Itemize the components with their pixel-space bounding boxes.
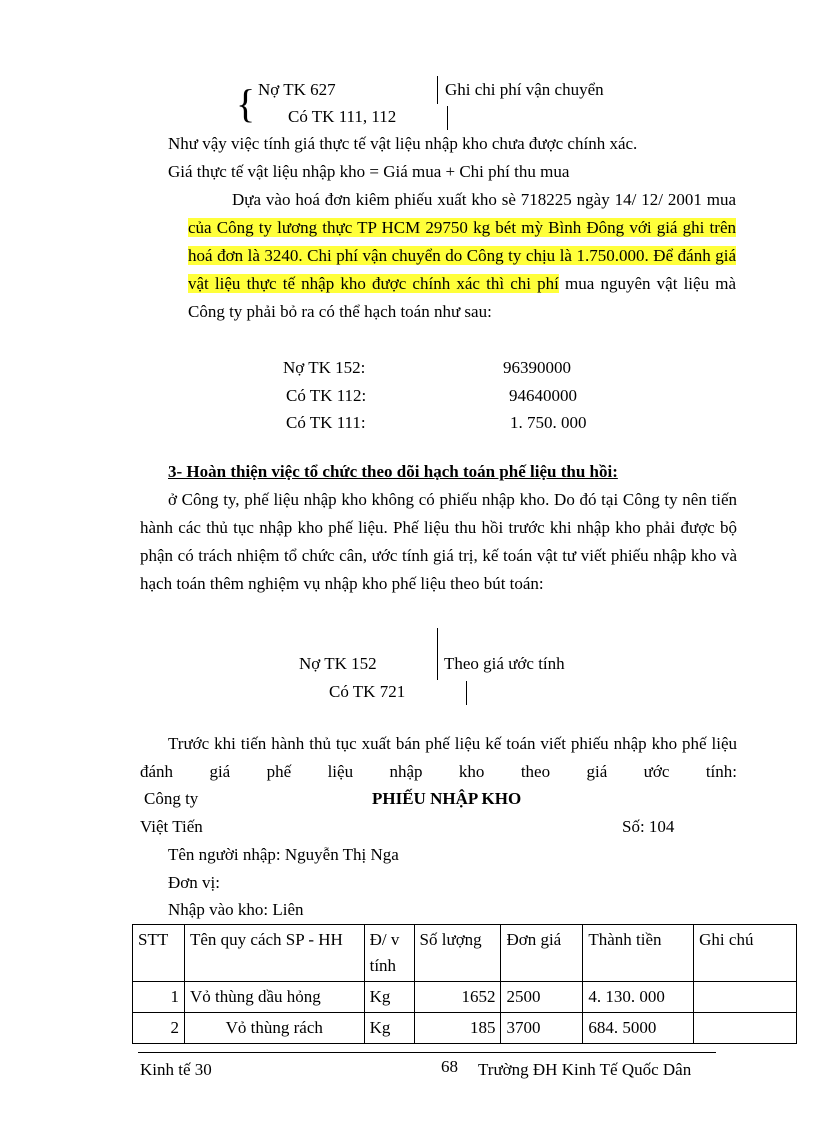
cell-note <box>694 1013 797 1044</box>
footer-right: Trường ĐH Kinh Tế Quốc Dân <box>478 1060 692 1079</box>
entry2-account-3: Có TK 111: <box>286 413 366 432</box>
cell-price: 3700 <box>501 1013 583 1044</box>
company-name-line2: Việt Tiến <box>140 817 203 836</box>
paragraph-purchase-part2: mua nguyên vật liệu mà Công ty phải bỏ ra có thể hạch toán như sau: <box>188 274 736 321</box>
voucher-number: Số: 104 <box>622 817 675 836</box>
entry1-divider-bottom <box>447 106 448 130</box>
paragraph-sale: Trước khi tiến hành thủ tục xuất bán phế liệu kế toán viết phiếu nhập kho phế liệu đánh giá phế liệu nhập kho theo giá ước tính: <box>140 734 737 781</box>
cell-price: 2500 <box>501 982 583 1013</box>
section3-title: 3- Hoàn thiện việc tổ chức theo dõi hạch toán phế liệu thu hồi: <box>168 462 618 481</box>
footer-rule <box>138 1052 716 1053</box>
cell-amount: 684. 5000 <box>583 1013 694 1044</box>
footer-left: Kinh tế 30 <box>140 1060 212 1079</box>
cell-unit: Kg <box>364 982 414 1013</box>
header-unit: Đ/ v tính <box>364 925 414 982</box>
header-amount: Thành tiền <box>583 925 694 982</box>
cell-product: Vỏ thùng dầu hỏng <box>184 982 364 1013</box>
footer-page-number: 68 <box>441 1057 458 1076</box>
formula-line: Giá thực tế vật liệu nhập kho = Giá mua + Chi phí thu mua <box>168 162 570 181</box>
entry3-debit: Nợ TK 152 <box>299 654 377 673</box>
entry2-account-1: Nợ TK 152: <box>283 358 366 377</box>
entry3-note: Theo giá ước tính <box>444 654 565 673</box>
paragraph-purchase <box>188 186 736 326</box>
header-note: Ghi chú <box>694 925 797 982</box>
table-row <box>133 982 797 1013</box>
cell-note <box>694 982 797 1013</box>
entry1-credit: Có TK 111, 112 <box>288 107 397 126</box>
voucher-warehouse: Nhập vào kho: Liên <box>168 900 304 919</box>
cell-stt: 1 <box>133 982 185 1013</box>
cell-quantity: 1652 <box>414 982 501 1013</box>
table-row <box>133 1013 797 1044</box>
cell-product: Vỏ thùng rách <box>184 1013 364 1044</box>
header-price: Đơn giá <box>501 925 583 982</box>
entry3-divider-bottom <box>466 681 467 705</box>
brace-icon: { <box>236 81 256 126</box>
voucher-receiver: Tên người nhập: Nguyễn Thị Nga <box>168 845 399 864</box>
paragraph-scrap: ở Công ty, phế liệu nhập kho không có phiếu nhập kho. Do đó tại Công ty nên tiến hành các thủ tục nhập kho phế liệu. Phế liệu thu hồi trước khi nhập kho phải được bộ phận có trách nhiệm tổ chức cân, ước tính giá trị, kế toán vật tư viết phiếu nhập kho và hạch toán thêm nghiệm vụ nhập kho phế liệu theo bút toán: <box>140 490 737 593</box>
voucher-unit: Đơn vị: <box>168 873 220 892</box>
paragraph-purchase-highlight: của Công ty lương thực TP HCM 29750 kg bét mỳ Bình Đông với giá ghi trên hoá đơn là 3240. Chi phí vận chuyển do Công ty chịu là 1.750.000. Để đánh giá vật liệu thực tế nhập kho được chính xác thì chi phí <box>188 218 736 293</box>
entry2-amount-2: 94640000 <box>509 386 577 405</box>
company-name-line1: Công ty <box>144 789 199 808</box>
entry1-divider-top <box>437 76 438 104</box>
entry2-amount-1: 96390000 <box>503 358 571 377</box>
entry3-credit: Có TK 721 <box>329 682 406 701</box>
entry2-amount-3: 1. 750. 000 <box>510 413 587 432</box>
header-product: Tên quy cách SP - HH <box>184 925 364 982</box>
conclusion-line: Như vậy việc tính giá thực tế vật liệu nhập kho chưa được chính xác. <box>168 134 638 153</box>
cell-unit: Kg <box>364 1013 414 1044</box>
entry1-note: Ghi chi phí vận chuyển <box>445 80 604 99</box>
entry3-divider-top <box>437 628 438 680</box>
table-header-row <box>133 925 797 982</box>
cell-quantity: 185 <box>414 1013 501 1044</box>
voucher-title: PHIẾU NHẬP KHO <box>372 789 522 808</box>
entry2-account-2: Có TK 112: <box>286 386 367 405</box>
cell-amount: 4. 130. 000 <box>583 982 694 1013</box>
header-stt: STT <box>133 925 185 982</box>
header-quantity: Số lượng <box>414 925 501 982</box>
paragraph-purchase-part1: Dựa vào hoá đơn kiêm phiếu xuất kho sè 718225 ngày 14/ 12/ 2001 mua <box>232 190 736 209</box>
entry1-debit: Nợ TK 627 <box>258 80 336 99</box>
cell-stt: 2 <box>133 1013 185 1044</box>
voucher-table <box>132 924 797 1044</box>
